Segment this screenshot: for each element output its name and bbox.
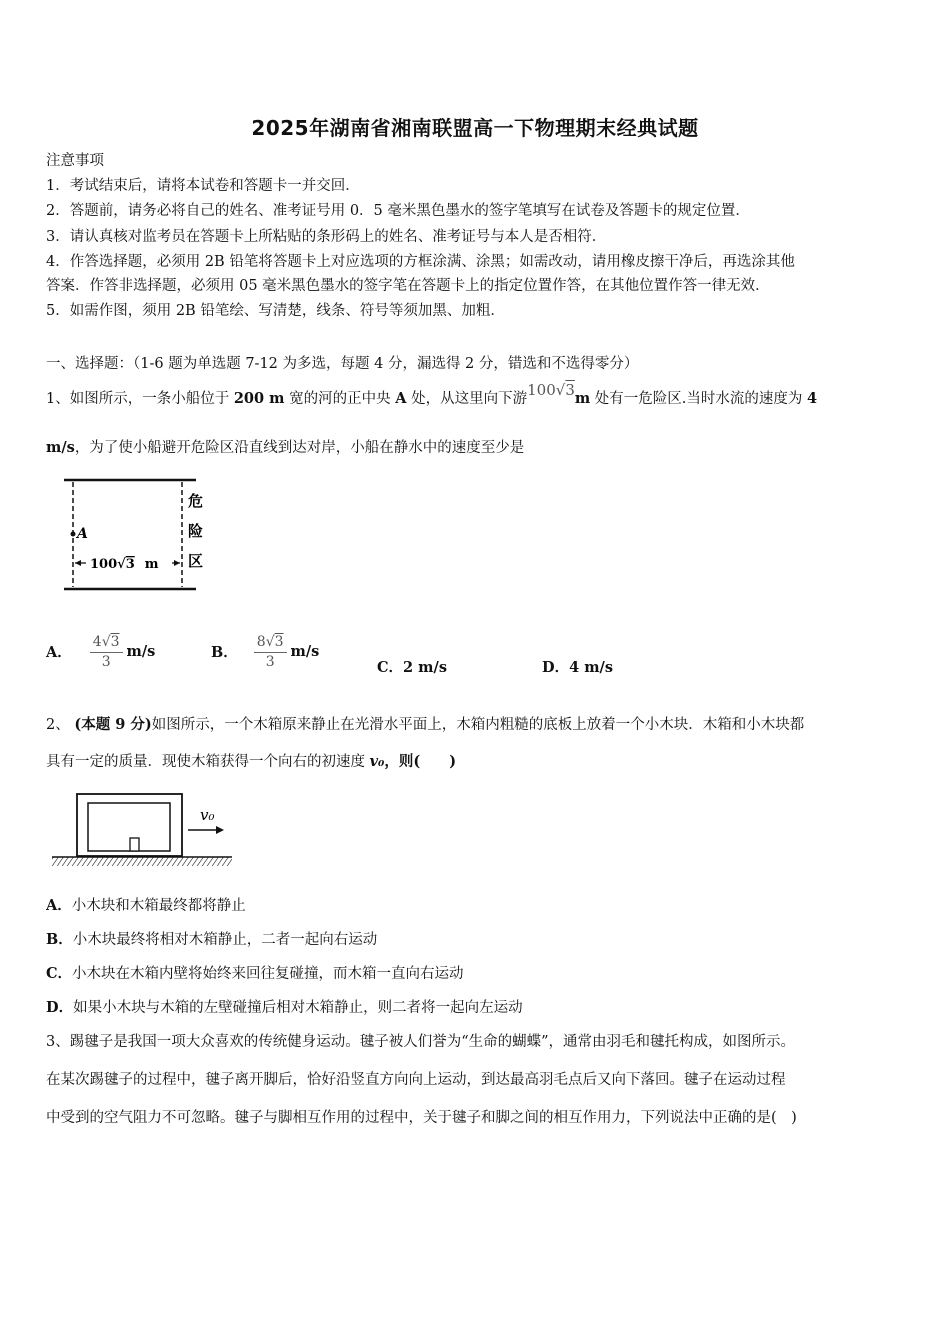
label-number: 100 <box>90 557 118 572</box>
option-label: A． <box>46 644 72 661</box>
q3-line-2: 在某次踢毽子的过程中，毽子离开脚后，恰好沿竖直方向向上运动，到达最高羽毛点后又向下落回。毽子在运动过程 <box>46 1072 786 1088</box>
option-label: B． <box>46 931 73 948</box>
option-label: B． <box>211 644 238 661</box>
num-coef: 4 <box>92 634 102 650</box>
q2-option-b <box>46 930 377 950</box>
danger-char-2: 险 <box>188 522 204 540</box>
notice-item-4-cont: 答案．作答非选择题，必须用 05 毫米黑色墨水的签字笔在答题卡上的指定位置作答，在其他位置作答一律无效． <box>46 278 770 294</box>
q3-line-3: 中受到的空气阻力不可忽略。毽子与脚相互作用的过程中，关于毽子和脚之间的相互作用力，下列说法中正确的是( ) <box>46 1110 797 1126</box>
option-text: 小木块在木箱内壁将始终来回往复碰撞，而木箱一直向右运动 <box>72 966 464 982</box>
q1-option-d: D．4 m/s <box>542 659 614 676</box>
q1-line-1 <box>46 381 818 409</box>
q1-distance-math <box>527 381 575 399</box>
q2-text: 具有一定的质量．现使木箱获得一个向右的初速度 <box>46 754 370 770</box>
notice-item-5: 5．如需作图，须用 2B 铅笔绘、写清楚，线条、符号等须加黑、加粗． <box>46 303 505 319</box>
q2-line-2 <box>46 752 456 772</box>
danger-char-3: 区 <box>188 552 204 570</box>
q1-width: 200 m <box>233 390 285 407</box>
river-diagram <box>60 474 220 598</box>
sqrt-symbol: √ <box>265 634 275 650</box>
arrow-head-right <box>174 560 180 566</box>
q1-speed-unit: m/s <box>46 439 75 456</box>
option-unit: m/s <box>290 643 320 660</box>
q1-option-a <box>46 632 155 682</box>
fraction <box>90 632 123 671</box>
option-text: 小木块最终将相对木箱静止，二者一起向右运动 <box>72 932 378 948</box>
q1-point-a: A <box>395 390 407 407</box>
num-radicand: 3 <box>274 634 284 650</box>
sqrt-symbol: √ <box>555 381 566 399</box>
notice-item-1: 1．考试结束后，请将本试卷和答题卡一并交回． <box>46 178 360 194</box>
box-inner-wall <box>88 803 170 851</box>
q2-velocity: v₀ <box>369 753 385 770</box>
option-label: D． <box>46 999 74 1016</box>
label-unit: m <box>144 557 159 572</box>
option-label: C． <box>46 965 73 982</box>
q2-option-d <box>46 998 523 1018</box>
q3-line-1: 3、踢毽子是我国一项大众喜欢的传统健身运动。毽子被人们誉为“生命的蝴蝶”，通常由羽毛和毽托构成，如图所示。 <box>46 1034 796 1050</box>
label-distance <box>90 557 159 572</box>
q1-line-2 <box>46 438 524 458</box>
arrow-head-left <box>75 560 81 566</box>
notice-item-4: 4．作答选择题，必须用 2B 铅笔将答题卡上对应选项的方框涂满、涂黑；如需改动，请用橡皮擦干净后，再选涂其他 <box>46 254 795 270</box>
num-radicand: 3 <box>110 634 120 650</box>
box-diagram <box>50 790 235 872</box>
velocity-arrow-head <box>216 826 224 834</box>
q2-option-c <box>46 964 464 984</box>
q1-text: 宽的河的正中央 <box>284 391 396 407</box>
q2-line-1 <box>46 715 804 735</box>
velocity-label: v₀ <box>200 806 215 824</box>
fraction-numerator <box>90 632 123 653</box>
q1-speed: 4 <box>807 390 818 407</box>
q2-score: (本题 9 分) <box>74 716 152 733</box>
sqrt-symbol: √ <box>117 557 126 572</box>
num-coef: 8 <box>256 634 266 650</box>
boat-point <box>71 532 76 537</box>
notice-item-3: 3．请认真核对监考员在答题卡上所粘贴的条形码上的姓名、准考证号与本人是否相符． <box>46 229 607 245</box>
q2-bracket: ，则( ) <box>384 753 457 770</box>
q1-text: ，为了使小船避开危险区沿直线到达对岸，小船在静水中的速度至少是 <box>74 440 525 456</box>
math-radicand: 3 <box>565 381 575 399</box>
page-title: 2025年湖南省湘南联盟高一下物理期末经典试题 <box>251 116 699 140</box>
q1-unit-m: m <box>574 390 591 407</box>
notice-item-2: 2．答题前，请务必将自己的姓名、准考证号用 0．5 毫米黑色墨水的签字笔填写在试卷及答题卡的规定位置． <box>46 203 750 219</box>
q1-option-b <box>211 632 319 682</box>
small-block <box>130 838 139 851</box>
q1-text: 处有一危险区.当时水流的速度为 <box>590 391 808 407</box>
fraction <box>254 632 287 671</box>
label-a: A <box>77 526 88 542</box>
option-text: 如果小木块与木箱的左壁碰撞后相对木箱静止，则二者将一起向左运动 <box>73 1000 523 1016</box>
fraction-numerator <box>254 632 287 653</box>
ground-hatch <box>52 857 232 866</box>
q1-text: 1、如图所示，一条小船位于 <box>46 391 234 407</box>
section-heading: 一、选择题：（1-6 题为单选题 7-12 为多选，每题 4 分，漏选得 2 分，错选和不选得零分） <box>46 356 639 372</box>
sqrt-symbol: √ <box>101 634 111 650</box>
q2-text: 如图所示，一个木箱原来静止在光滑水平面上，木箱内粗糙的底板上放着一个小木块．木箱和小木块都 <box>151 717 805 733</box>
notice-heading: 注意事项 <box>46 153 104 169</box>
option-unit: m/s <box>126 643 156 660</box>
danger-char-1: 危 <box>188 492 204 510</box>
option-label: A． <box>46 897 72 914</box>
fraction-denominator: 3 <box>101 654 111 670</box>
q2-option-a <box>46 896 246 916</box>
fraction-denominator: 3 <box>265 654 275 670</box>
q1-text: 处，从这里向下游 <box>406 391 528 407</box>
q1-option-c: C．2 m/s <box>377 659 447 676</box>
q2-number: 2、 <box>46 717 75 733</box>
option-text: 小木块和木箱最终都将静止 <box>71 898 246 914</box>
label-radicand: 3 <box>125 557 135 572</box>
math-number: 100 <box>527 381 556 399</box>
